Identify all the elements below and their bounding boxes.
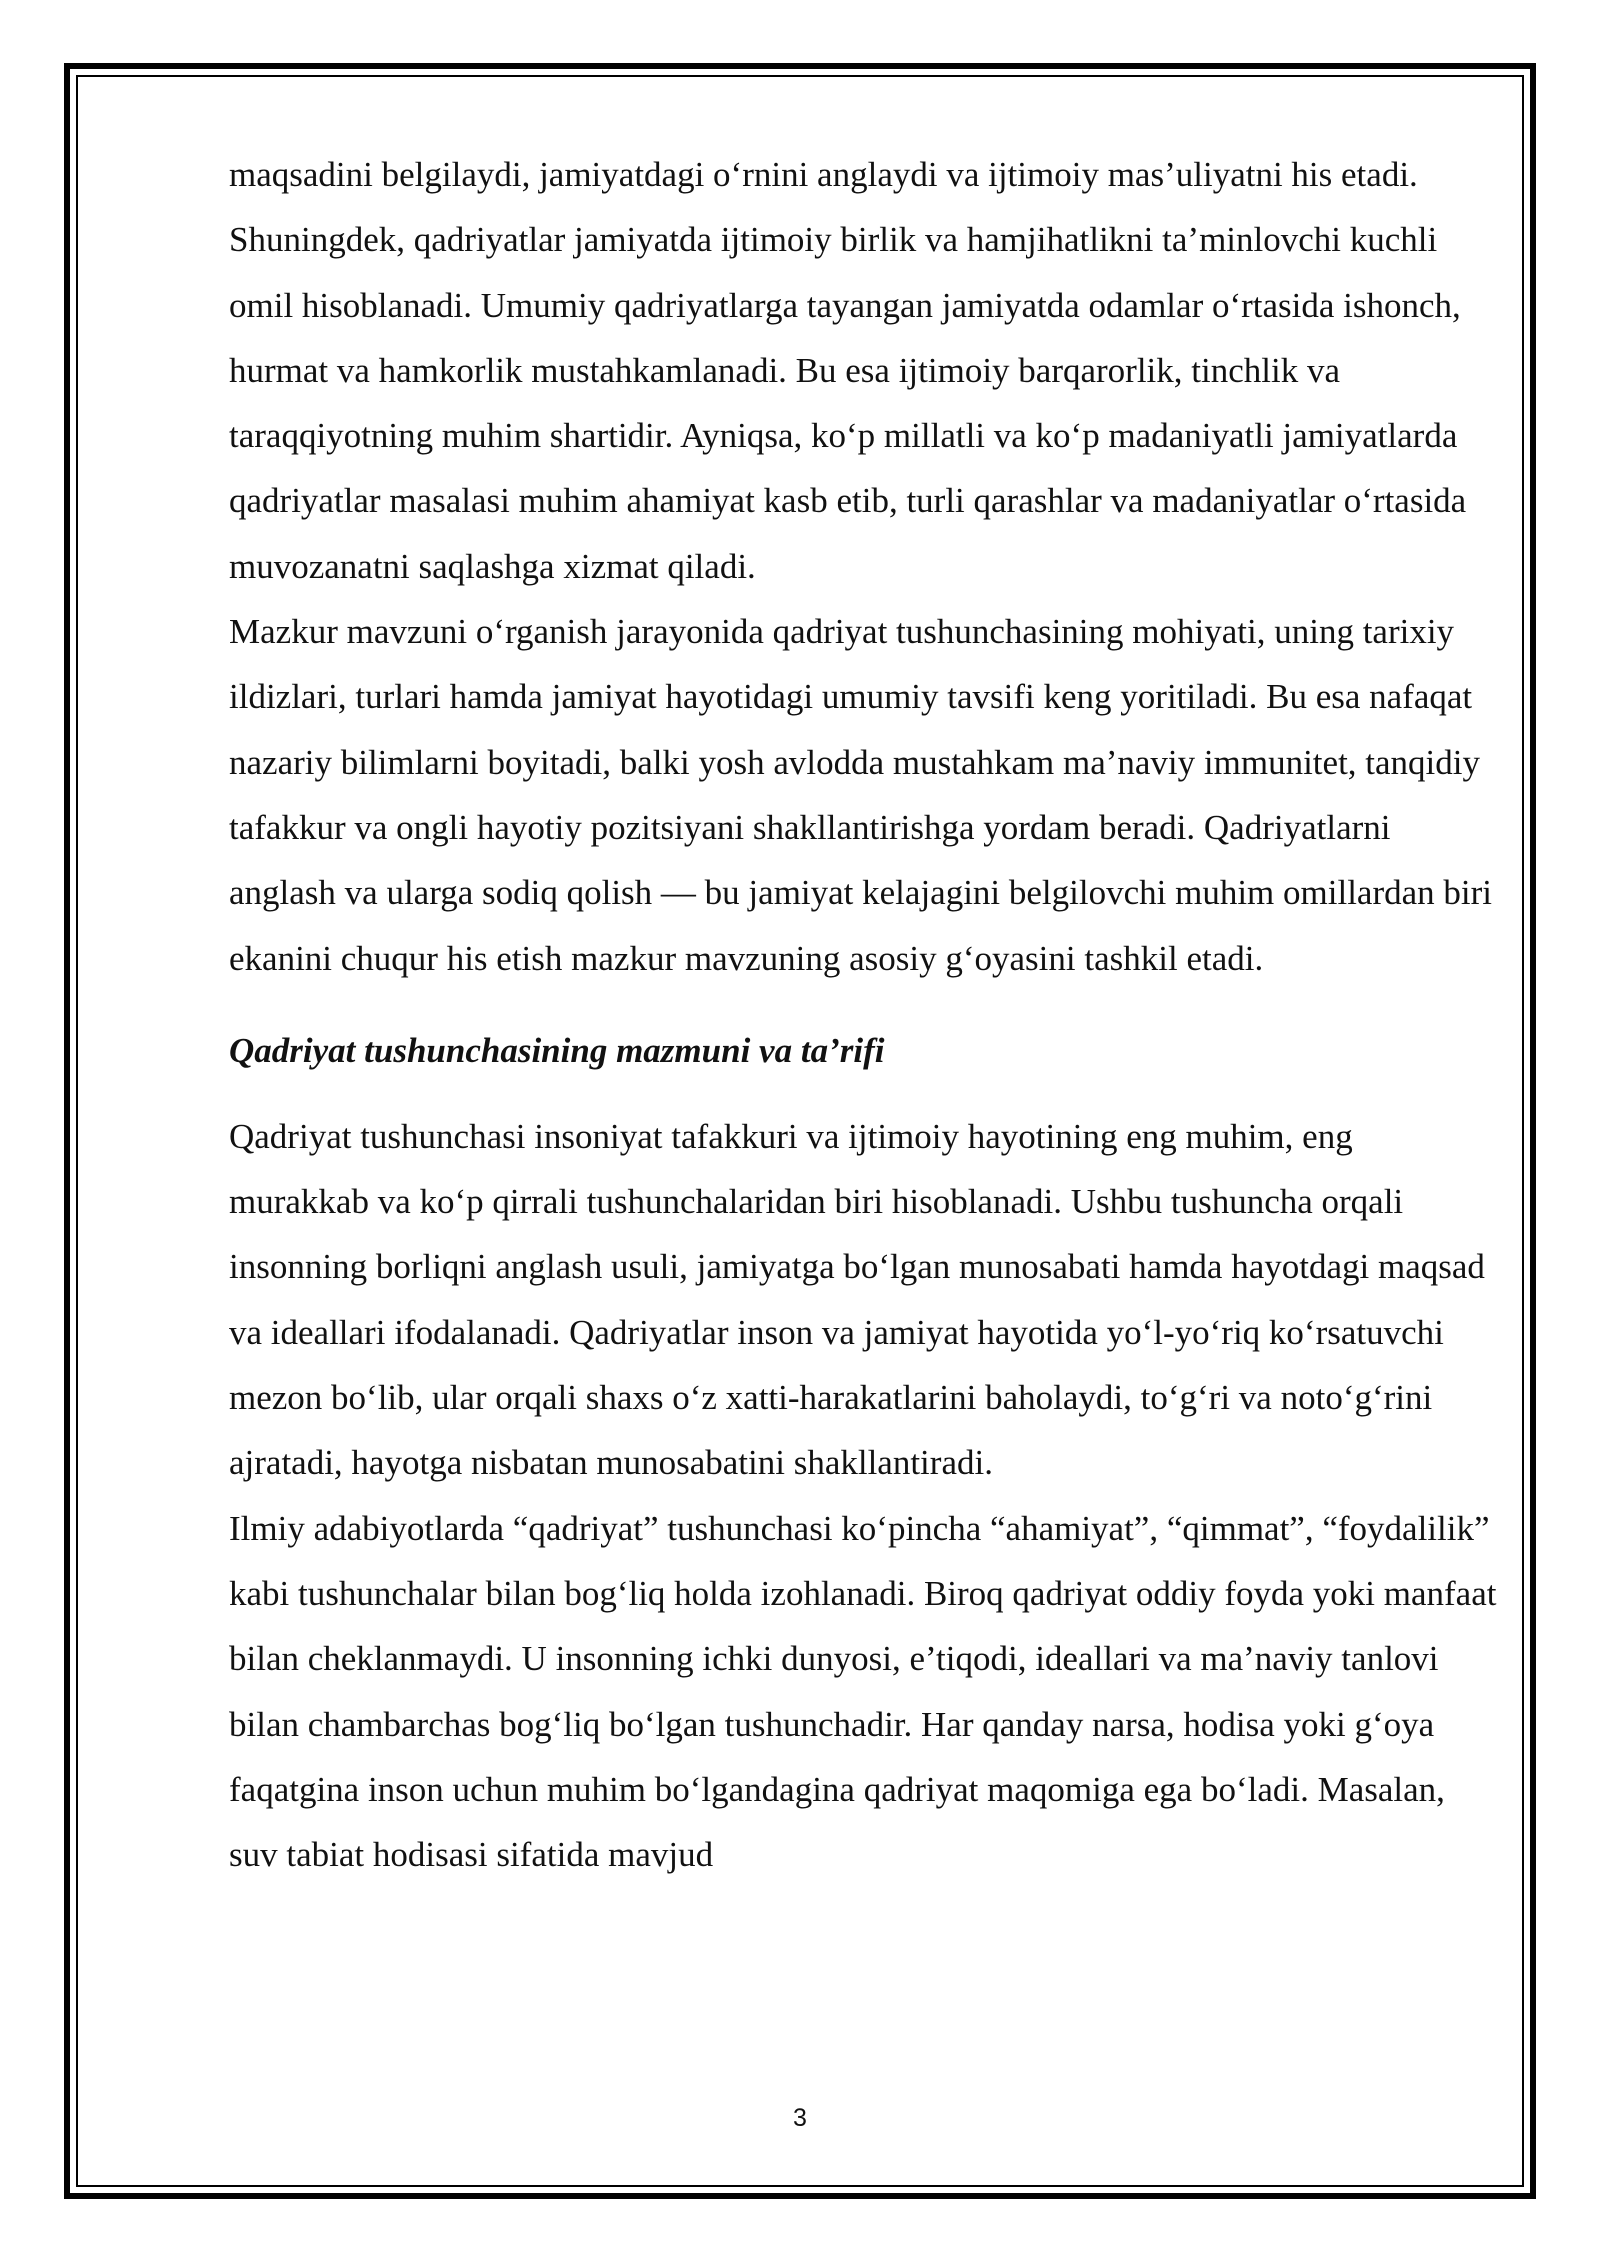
paragraph-value-concept: Qadriyat tushunchasi insoniyat tafakkuri va ijtimoiy hayotining eng muhim, eng murakkab va ko‘p qirrali tushunchalaridan biri hisoblanadi. Ushbu tushuncha orqali insonning borliqni anglash usuli, jamiyatga bo‘lgan munosabati hamda hayotdagi maqsad va ideallari ifodalanadi. Qadriyatlar inson va jamiyat hayotida yo‘l-yo‘riq ko‘rsatuvchi mezon bo‘lib, ular orqali shaxs o‘z xatti-harakatlarini baholaydi, to‘g‘ri va noto‘g‘rini ajratadi, hayotga nisbatan munosabatini shakllantiradi. <box>229 1116 1485 1483</box>
paragraph-scientific-literature: Ilmiy adabiyotlarda “qadriyat” tushunchasi ko‘pincha “ahamiyat”, “qimmat”, “foydalilik” kabi tushunchalar bilan bog‘liq holda izohlanadi. Biroq qadriyat oddiy foyda yoki manfaat bilan cheklanmaydi. U insonning ichki dunyosi, e’tiqodi, ideallari va ma’naviy tanlovi bilan chambarchas bog‘liq bo‘lgan tushunchadir. Har qanday narsa, hodisa yoki g‘oya faqatgina inson uchun muhim bo‘lgandagina qadriyat maqomiga ega bo‘ladi. Masalan, suv tabiat hodisasi sifatida mavjud <box>229 1508 1497 1875</box>
paragraph-topic-study: Mazkur mavzuni o‘rganish jarayonida qadriyat tushunchasining mohiyati, uning tarixiy ildizlari, turlari hamda jamiyat hayotidagi umumiy tavsifi keng yoritiladi. Bu esa nafaqat nazariy bilimlarni boyitadi, balki yosh avlodda mustahkam ma’naviy immunitet, tanqidiy tafakkur va ongli hayotiy pozitsiyani shakllantirishga yordam beradi. Qadriyatlarni anglash va ularga sodiq qolish — bu jamiyat kelajagini belgilovchi muhim omillardan biri ekanini chuqur his etish mazkur mavzuning asosiy g‘oyasini tashkil etadi. <box>229 612 1493 978</box>
paragraph-social-unity: Shuningdek, qadriyatlar jamiyatda ijtimoiy birlik va hamjihatlikni ta’minlovchi kuchli omil hisoblanadi. Umumiy qadriyatlarga tayangan jamiyatda odamlar o‘rtasida ishonch, hurmat va hamkorlik mustahkamlanadi. Bu esa ijtimoiy barqarorlik, tinchlik va taraqqiyotning muhim shartidir. Ayniqsa, ko‘p millatli va ko‘p madaniyatli jamiyatlarda qadriyatlar masalasi muhim ahamiyat kasb etib, turli qarashlar va madaniyatlar o‘rtasida muvozanatni saqlashga xizmat qiladi. <box>229 220 1467 586</box>
continuation-paragraph: maqsadini belgilaydi, jamiyatdagi o‘rnini anglaydi va ijtimoiy mas’uliyatni his etadi. <box>229 155 1418 194</box>
page-content <box>229 142 1499 1887</box>
page-number: 3 <box>793 2104 807 2132</box>
section-heading: Qadriyat tushunchasining mazmuni va ta’rifi <box>229 1030 885 1070</box>
